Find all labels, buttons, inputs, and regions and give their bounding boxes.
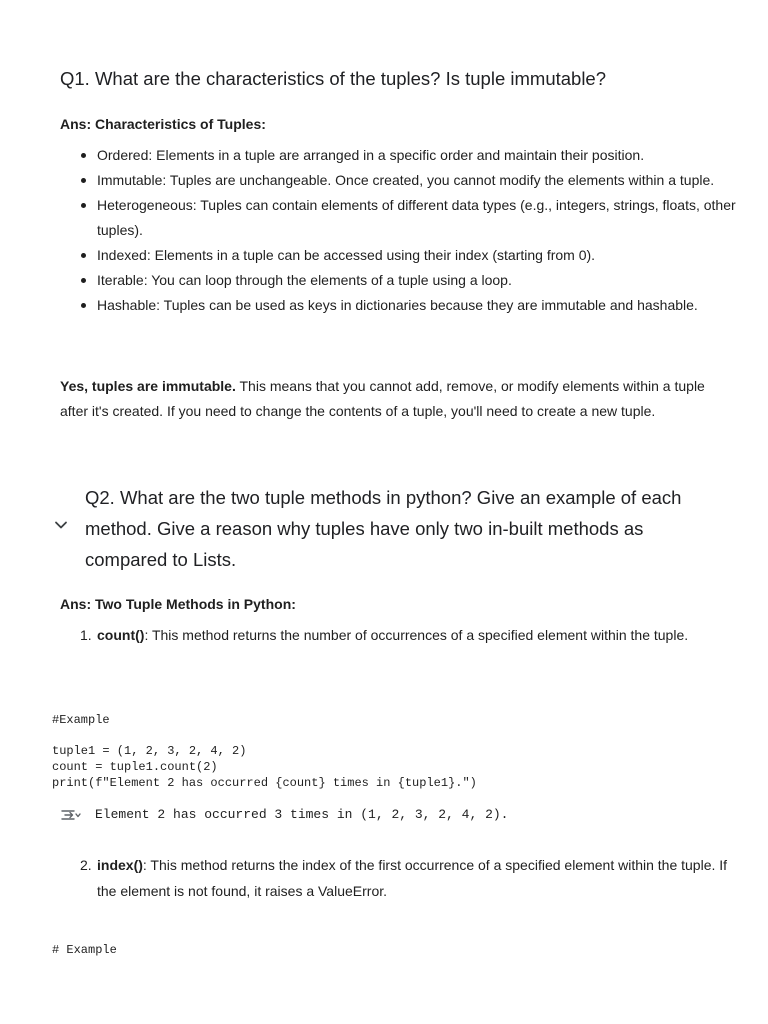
bullet-icon — [81, 178, 86, 183]
q2-heading: Q2. What are the two tuple methods in python? Give an example of each method. Give a reason why tuples have only two in-built methods as compared to Lists. — [85, 487, 682, 570]
code-comment: #Example — [52, 713, 110, 727]
immutability-paragraph — [60, 374, 720, 424]
list-item-text: Heterogeneous: Tuples can contain elements of different data types (e.g., integers, strings, floats, other tuples). — [97, 197, 736, 238]
list-item — [97, 243, 768, 268]
list-item — [97, 168, 768, 193]
list-item — [97, 193, 768, 243]
bullet-icon — [81, 253, 86, 258]
list-item-text: Iterable: You can loop through the elements of a tuple using a loop. — [97, 272, 512, 288]
tuple-characteristics-list — [60, 143, 768, 318]
bullet-icon — [81, 303, 86, 308]
code-line: tuple1 = (1, 2, 3, 2, 4, 2) — [52, 744, 247, 758]
method-name: index() — [97, 857, 143, 873]
list-item-number: 1. — [80, 627, 92, 643]
list-item — [97, 293, 768, 318]
q2-answer-heading: Ans: Two Tuple Methods in Python: — [60, 596, 296, 612]
immutability-rest-text: This means that you cannot add, remove, or modify elements within a tuple after it's created. If you need to change the contents of a tuple, you'll need to create a new tuple. — [60, 378, 705, 419]
bullet-icon — [81, 203, 86, 208]
tuple-methods-list — [60, 622, 732, 648]
output-toggle-icon[interactable] — [60, 806, 82, 824]
method-description: : This method returns the number of occurrences of a specified element within the tuple. — [144, 627, 689, 643]
method-description: : This method returns the index of the first occurrence of a specified element within the tuple. If the element is not found, it raises a ValueError. — [97, 857, 728, 899]
code-line: count = tuple1.count(2) — [52, 760, 218, 774]
chevron-down-icon[interactable] — [52, 516, 70, 534]
code-line: print(f"Element 2 has occurred {count} times in {tuple1}.") — [52, 776, 477, 790]
q1-answer-heading: Ans: Characteristics of Tuples: — [60, 116, 266, 132]
list-item-number: 2. — [80, 857, 92, 873]
immutability-bold-text: Yes, tuples are immutable. — [60, 378, 236, 394]
code-comment: # Example — [52, 943, 117, 957]
bullet-icon — [81, 278, 86, 283]
list-item-text: Indexed: Elements in a tuple can be accessed using their index (starting from 0). — [97, 247, 596, 263]
method-name: count() — [97, 627, 145, 643]
list-item — [60, 622, 732, 648]
code-output: Element 2 has occurred 3 times in (1, 2, 3, 2, 4, 2). — [95, 807, 509, 822]
list-item — [60, 852, 732, 904]
bullet-icon — [81, 153, 86, 158]
list-item — [97, 268, 768, 293]
list-item-text: Hashable: Tuples can be used as keys in dictionaries because they are immutable and hashable. — [97, 297, 698, 313]
list-item-text: Immutable: Tuples are unchangeable. Once created, you cannot modify the elements within a tuple. — [97, 172, 715, 188]
tuple-methods-list-continued — [60, 852, 732, 904]
list-item-text: Ordered: Elements in a tuple are arranged in a specific order and maintain their position. — [97, 147, 645, 163]
list-item — [97, 143, 768, 168]
q1-heading: Q1. What are the characteristics of the tuples? Is tuple immutable? — [60, 68, 607, 89]
